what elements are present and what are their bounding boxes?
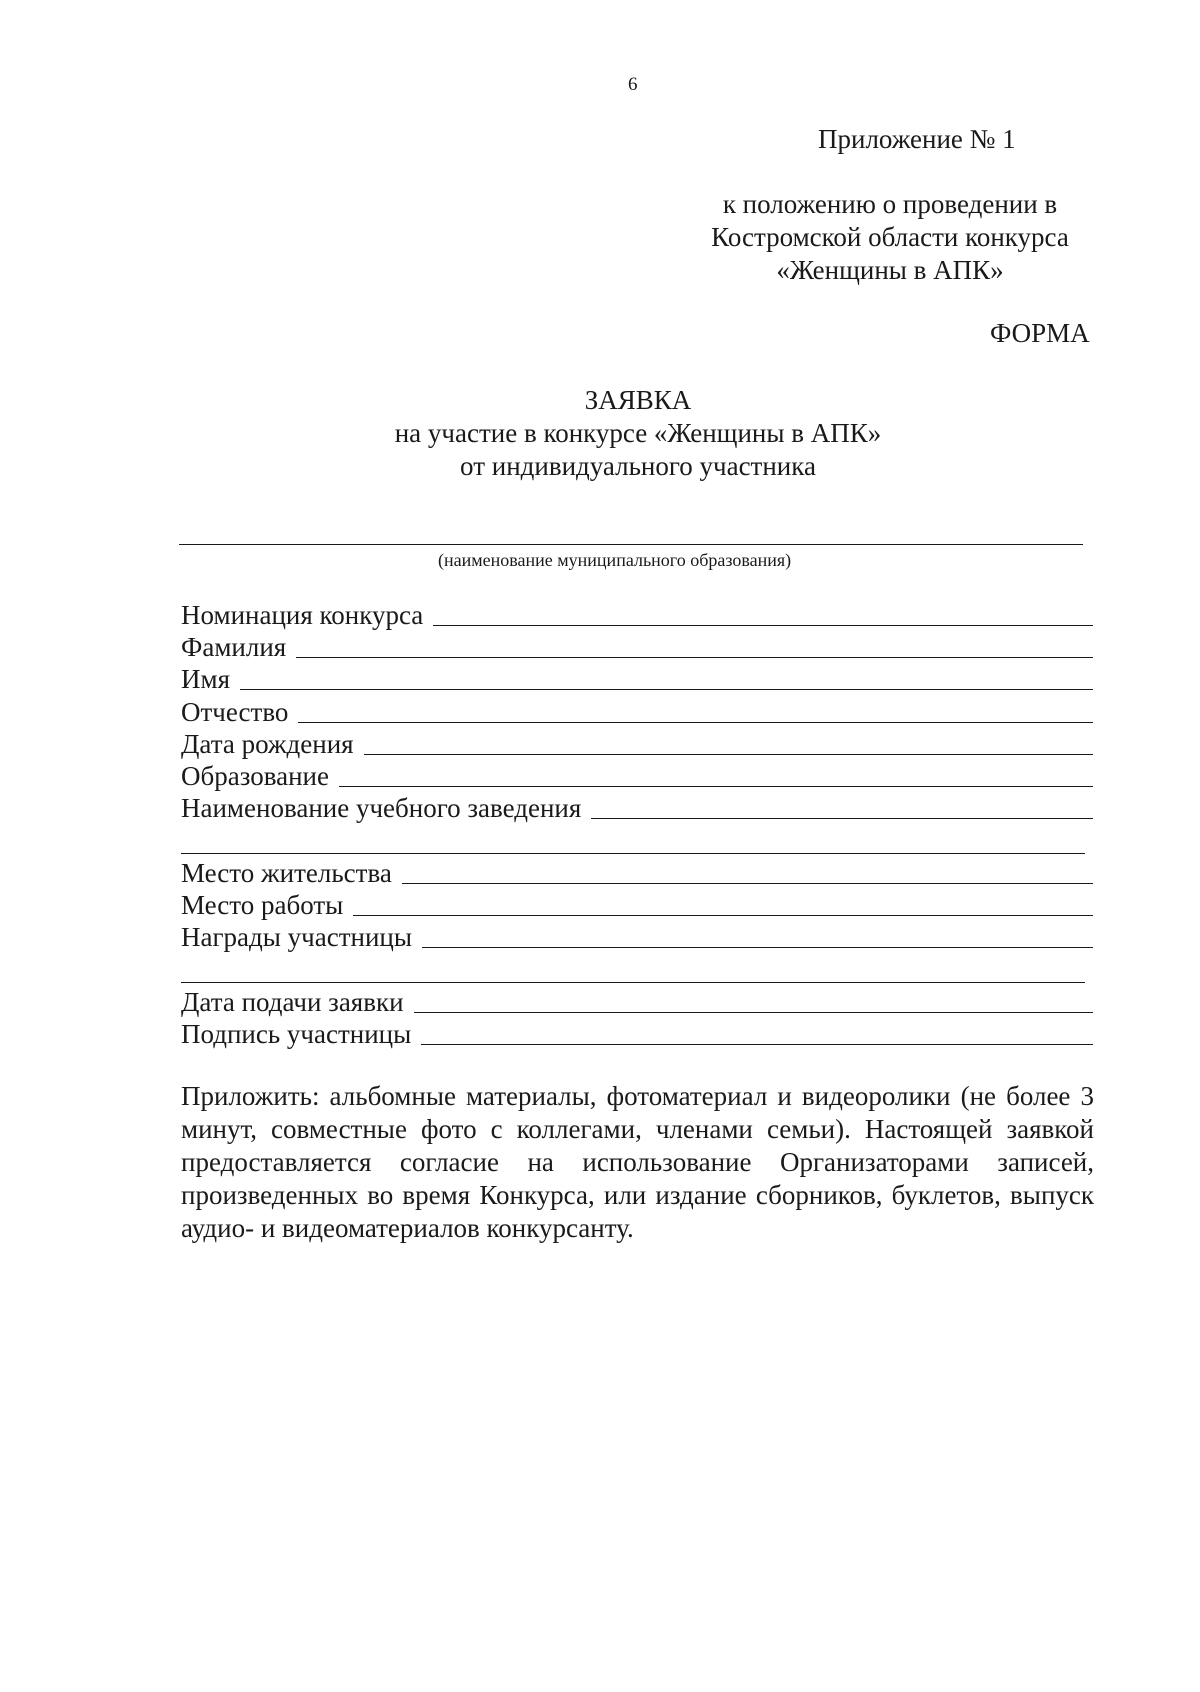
field-education — [181, 759, 1093, 791]
field-label: Дата подачи заявки — [181, 987, 404, 1017]
field-label: Дата рождения — [181, 729, 354, 759]
municipality-input-line[interactable] — [179, 544, 1083, 545]
municipality-caption: (наименование муниципального образования) — [438, 550, 792, 570]
field-signature — [181, 1017, 1093, 1049]
field-name — [181, 662, 1093, 694]
field-label: Отчество — [181, 697, 289, 727]
field-label: Награды участницы — [181, 922, 413, 952]
field-label: Фамилия — [181, 632, 287, 662]
application-subtitle: на участие в конкурсе «Женщины в АПК» — [394, 418, 882, 448]
field-patronymic — [181, 695, 1093, 727]
field-label: Место работы — [181, 890, 344, 920]
page-number: 6 — [628, 74, 638, 95]
field-residence — [181, 856, 1093, 888]
awards-input-line[interactable] — [422, 927, 1093, 948]
field-nomination — [181, 598, 1093, 630]
application-title: ЗАЯВКА — [584, 385, 692, 415]
field-label: Номинация конкурса — [181, 600, 424, 630]
education-input-line[interactable] — [339, 766, 1093, 787]
form-label: ФОРМА — [990, 318, 1090, 348]
field-workplace — [181, 888, 1093, 920]
field-surname — [181, 630, 1093, 662]
field-awards — [181, 920, 1093, 952]
field-label: Место жительства — [181, 858, 392, 888]
institution-input-line[interactable] — [591, 798, 1093, 819]
appendix-reference: к положению о проведении в Костромской области конкурса «Женщины в АПК» — [711, 189, 1069, 285]
appendix-title: Приложение № 1 — [818, 124, 1016, 154]
attachment-note: Приложить: альбомные материалы, фотоматериал и видеоролики (не более 3 минут, совместные фото с коллегами, членами семьи). Настоящей заявкой предоставляется согласие на использование Организаторами записей, произведенных во время Конкурса, или издание сборников, буклетов, выпуск аудио- и видеоматериалов конкурсанту. — [181, 1081, 1094, 1243]
application-subtitle-participant: от индивидуального участника — [460, 451, 816, 481]
residence-input-line[interactable] — [402, 863, 1093, 884]
submission-date-input-line[interactable] — [414, 992, 1093, 1013]
field-label: Образование — [181, 761, 329, 791]
field-institution — [181, 791, 1093, 823]
nomination-input-line[interactable] — [433, 605, 1093, 626]
name-input-line[interactable] — [240, 669, 1093, 690]
workplace-input-line[interactable] — [353, 895, 1093, 916]
institution-continuation-line[interactable] — [181, 853, 1085, 854]
application-header — [0, 384, 1200, 483]
awards-continuation-line[interactable] — [181, 982, 1085, 983]
field-birth-date — [181, 727, 1093, 759]
signature-input-line[interactable] — [421, 1024, 1093, 1045]
field-submission-date — [181, 985, 1093, 1017]
surname-input-line[interactable] — [296, 637, 1093, 658]
field-label: Наименование учебного заведения — [181, 793, 582, 823]
patronymic-input-line[interactable] — [298, 702, 1093, 723]
field-label: Имя — [181, 664, 231, 694]
field-label: Подпись участницы — [181, 1019, 412, 1049]
birth-date-input-line[interactable] — [364, 734, 1093, 755]
